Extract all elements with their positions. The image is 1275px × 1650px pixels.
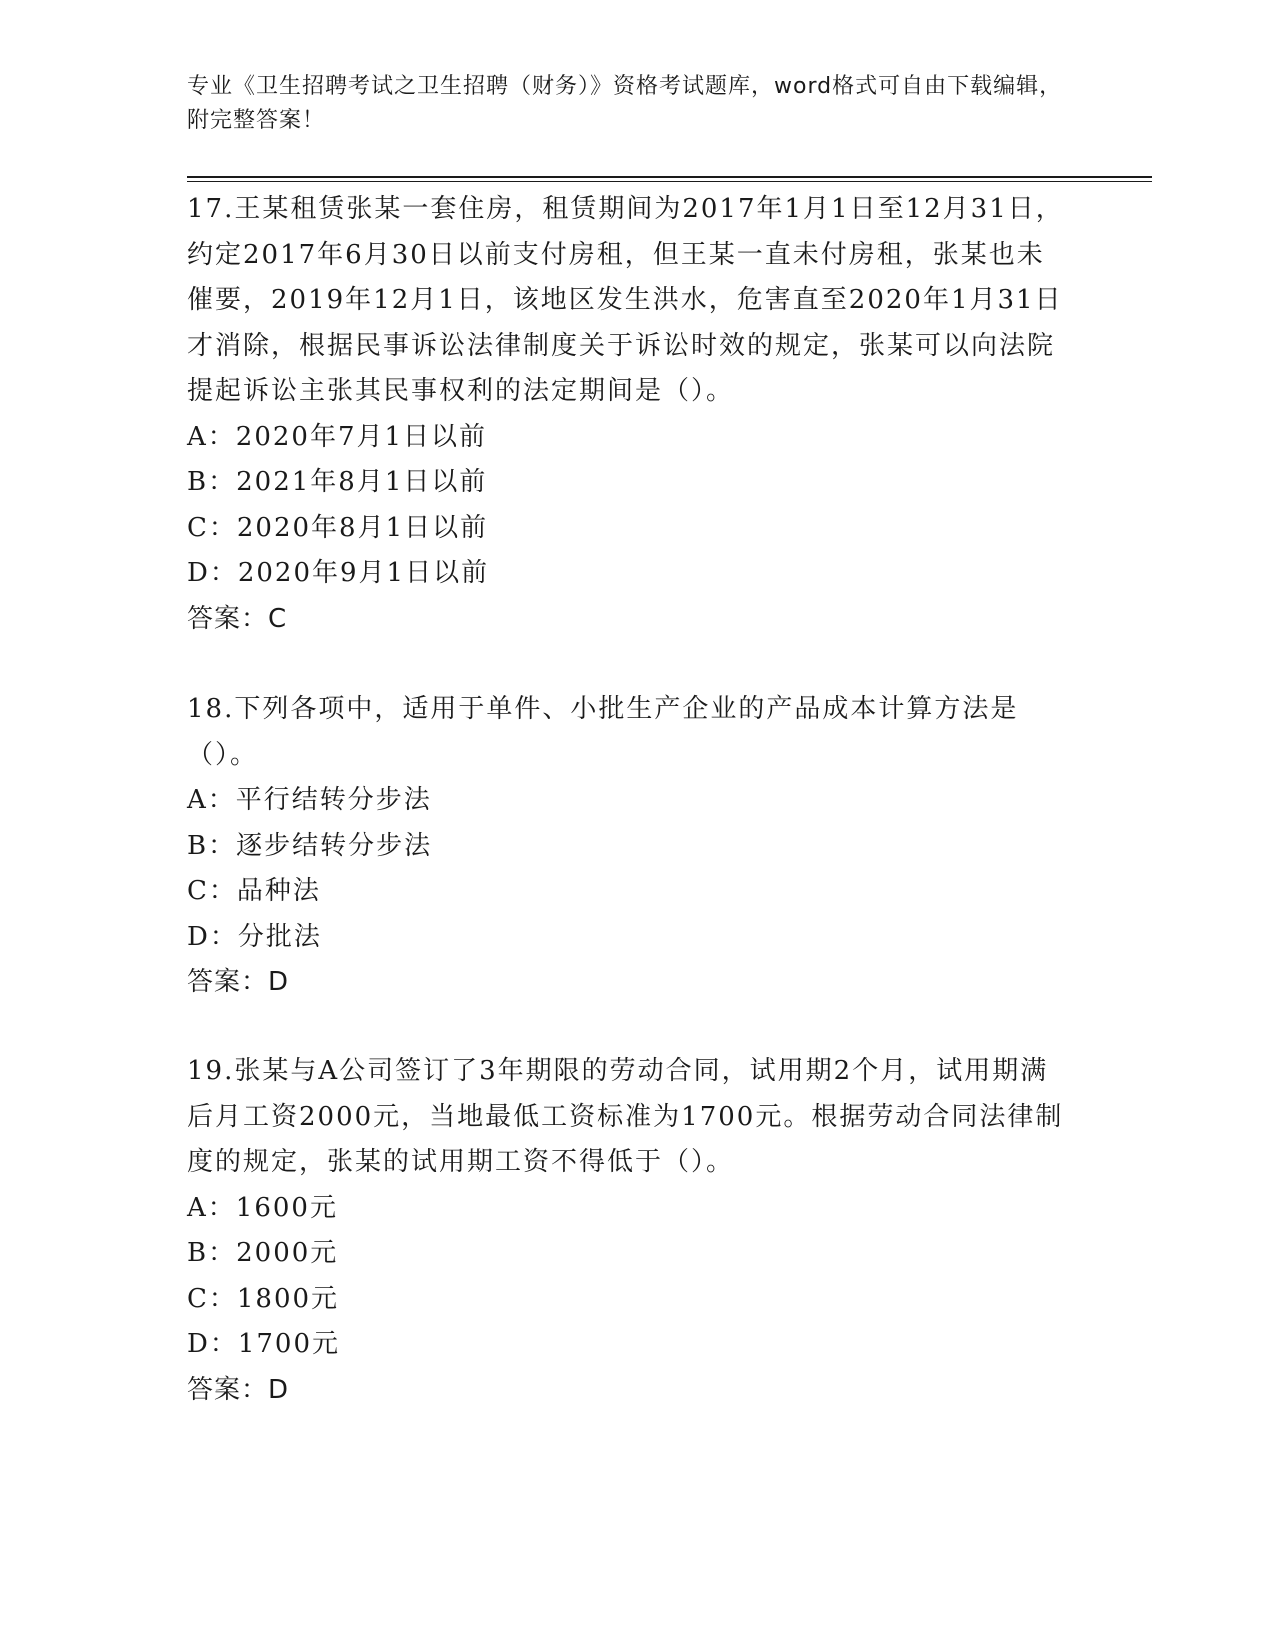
answer: 答案：C <box>187 603 288 634</box>
document-header: 专业《卫生招聘考试之卫生招聘（财务）》资格考试题库，word格式可自由下载编辑，附完整答案！ <box>187 74 1063 133</box>
header-divider-thick <box>187 176 1152 178</box>
question-text: 18.下列各项中，适用于单件、小批生产企业的产品成本计算方法是（）。 <box>187 694 1019 770</box>
answer: 答案：D <box>187 967 290 997</box>
answer: 答案：D <box>187 1374 290 1405</box>
option-b: B：逐步结转分步法 <box>187 830 433 861</box>
option-d: D：1700元 <box>187 1329 341 1359</box>
option-d: D：分批法 <box>187 921 322 952</box>
question-text: 17.王某租赁张某一套住房，租赁期间为2017年1月1日至12月31日，约定2017年6月30日以前支付房租，但王某一直未付房租，张某也未催要，2019年12月1日，该地区发生洪水，危害直至2020年1月31日才消除，根据民事诉讼法律制度关于诉讼时效的规定，张某可以向法院提起诉讼主张其民事权利的法定期间是（）。 <box>187 194 1064 406</box>
option-b: B：2000元 <box>187 1238 339 1268</box>
option-c: C：2020年8月1日以前 <box>187 512 489 543</box>
header-divider-thin <box>187 181 1152 182</box>
option-c: C：1800元 <box>187 1283 340 1314</box>
option-a: A：1600元 <box>187 1192 338 1223</box>
option-b: B：2021年8月1日以前 <box>187 467 488 497</box>
option-a: A：2020年7月1日以前 <box>187 421 488 452</box>
question-text: 19.张某与A公司签订了3年期限的劳动合同，试用期2个月，试用期满后月工资2000元，当地最低工资标准为1700元。根据劳动合同法律制度的规定，张某的试用期工资不得低于（）。 <box>187 1056 1064 1177</box>
option-c: C：品种法 <box>187 876 321 906</box>
option-d: D：2020年9月1日以前 <box>187 558 490 588</box>
question-17 <box>187 187 1067 642</box>
question-19 <box>187 1049 1067 1413</box>
question-18 <box>187 687 1067 1006</box>
option-a: A：平行结转分步法 <box>187 785 432 815</box>
